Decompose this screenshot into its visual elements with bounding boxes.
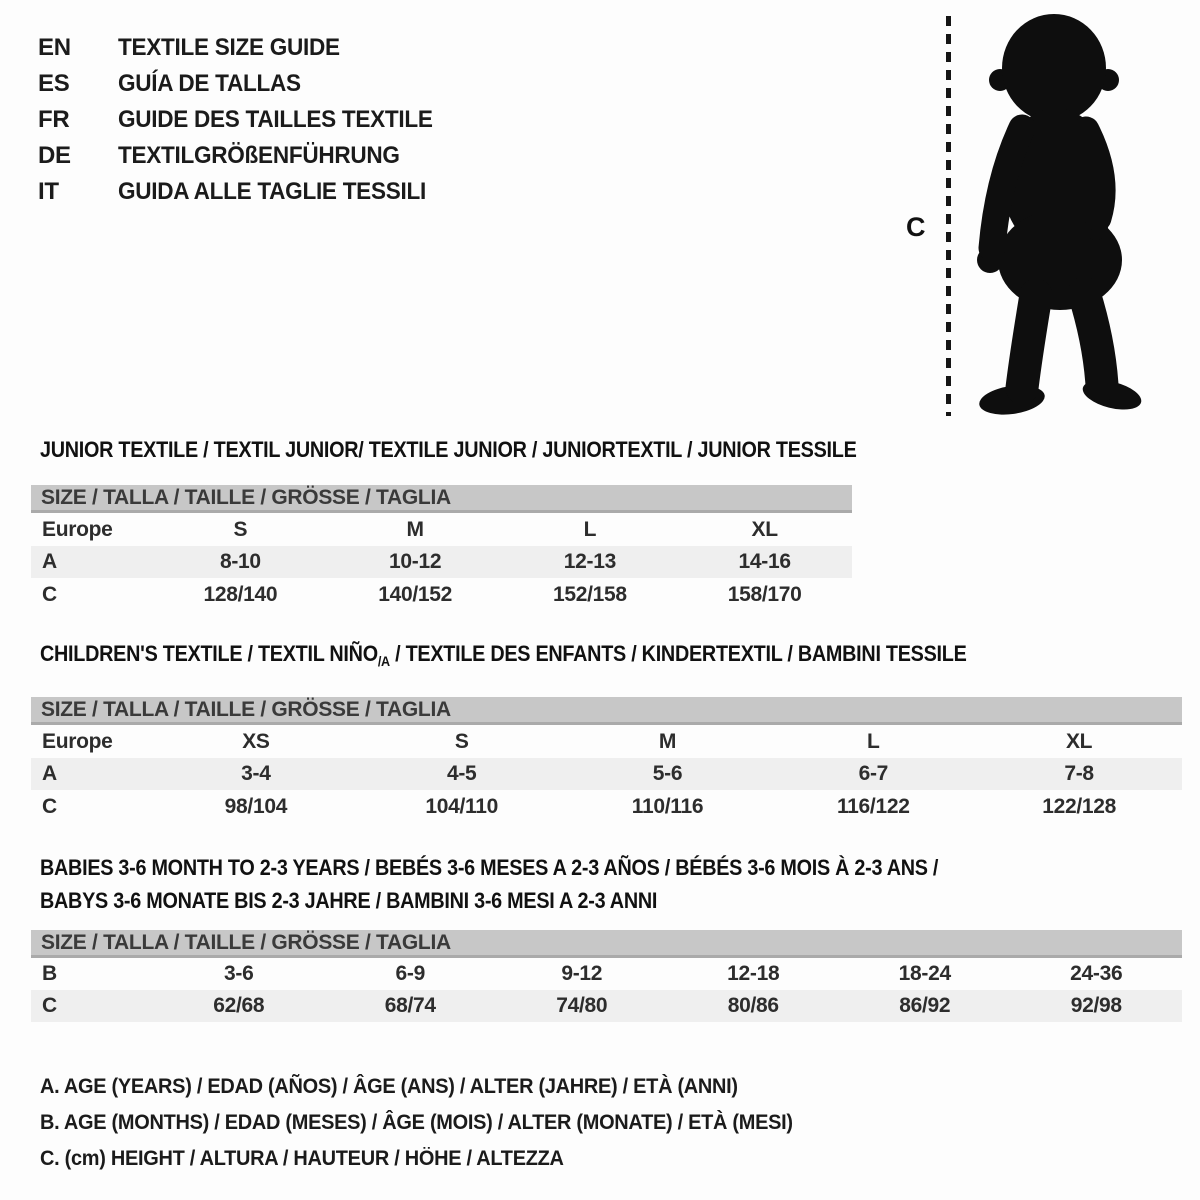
children-europe-row — [31, 725, 1182, 758]
junior-age-row — [31, 546, 852, 578]
children-heading-start: CHILDREN'S TEXTILE / TEXTIL NIÑO — [40, 641, 378, 666]
language-code: EN — [38, 34, 71, 61]
size-cell: M — [406, 517, 424, 541]
value-cell: 86/92 — [899, 994, 951, 1017]
size-cell: XS — [242, 729, 270, 753]
size-cell: S — [233, 517, 248, 541]
row-label: B — [42, 962, 57, 985]
size-cell: L — [867, 729, 880, 753]
language-title: GUÍA DE TALLAS — [118, 70, 301, 97]
size-cell: L — [583, 517, 597, 541]
value-cell: 24-36 — [1070, 962, 1123, 985]
value-cell: 62/68 — [213, 994, 265, 1017]
language-code: DE — [38, 142, 71, 169]
height-dashed-line — [946, 16, 951, 416]
children-heading-suffix: /A — [377, 653, 390, 669]
language-title: GUIDE DES TAILLES TEXTILE — [118, 106, 433, 133]
children-size-header-bar: SIZE / TALLA / TAILLE / GRÖSSE / TAGLIA — [31, 697, 1182, 725]
language-code: ES — [38, 70, 70, 97]
size-cell: XL — [1065, 729, 1093, 753]
value-cell: 104/110 — [425, 794, 499, 818]
junior-section-heading: JUNIOR TEXTILE / TEXTIL JUNIOR/ TEXTILE JUNIOR / JUNIORTEXTIL / JUNIOR TESSILE — [40, 437, 857, 462]
language-row-en — [38, 30, 453, 66]
note-age-years: A. AGE (YEARS) / EDAD (AÑOS) / ÂGE (ANS) / ALTER (JAHRE) / ETÀ (ANNI) — [40, 1075, 738, 1098]
row-label: C — [42, 794, 57, 818]
row-label: A — [42, 762, 57, 785]
row-label: Europe — [42, 517, 113, 541]
row-label: A — [42, 550, 57, 573]
children-height-row — [31, 790, 1182, 823]
junior-size-header-bar: SIZE / TALLA / TAILLE / GRÖSSE / TAGLIA — [31, 485, 852, 513]
value-cell: 14-16 — [738, 550, 791, 573]
babies-heading-line2: BABYS 3-6 MONATE BIS 2-3 JAHRE / BAMBINI 3-6 MESI A 2-3 ANNI — [40, 888, 658, 913]
children-size-table — [31, 697, 1182, 823]
value-cell: 152/158 — [552, 582, 627, 606]
babies-height-row — [31, 990, 1182, 1022]
value-cell: 140/152 — [378, 582, 453, 606]
value-cell: 12-18 — [727, 962, 780, 985]
junior-height-row — [31, 578, 852, 611]
children-section-heading — [40, 641, 967, 674]
children-age-row — [31, 758, 1182, 790]
height-measure-label: C — [906, 212, 926, 242]
language-row-fr — [38, 102, 453, 138]
value-cell: 98/104 — [224, 794, 288, 818]
language-row-de — [38, 138, 453, 174]
value-cell: 116/122 — [836, 794, 910, 818]
legend-notes — [40, 1069, 832, 1177]
row-label: Europe — [42, 729, 113, 753]
language-row-it — [38, 174, 453, 210]
value-cell: 110/116 — [631, 794, 704, 818]
value-cell: 128/140 — [203, 582, 278, 606]
babies-size-header-bar: SIZE / TALLA / TAILLE / GRÖSSE / TAGLIA — [31, 930, 1182, 958]
language-title-list — [38, 30, 453, 210]
language-title: TEXTILE SIZE GUIDE — [118, 34, 340, 61]
junior-size-table — [31, 485, 852, 611]
size-cell: M — [658, 729, 677, 753]
size-cell: XL — [751, 517, 778, 541]
value-cell: 68/74 — [384, 994, 436, 1017]
value-cell: 158/170 — [727, 582, 802, 606]
value-cell: 122/128 — [1042, 794, 1116, 818]
value-cell: 8-10 — [219, 550, 261, 573]
babies-months-row — [31, 958, 1182, 990]
babies-heading-line1: BABIES 3-6 MONTH TO 2-3 YEARS / BEBÉS 3-6 MESES A 2-3 AÑOS / BÉBÉS 3-6 MOIS À 2-3 ANS / — [40, 855, 939, 880]
value-cell: 10-12 — [389, 550, 442, 573]
value-cell: 92/98 — [1070, 994, 1122, 1017]
value-cell: 3-6 — [224, 962, 254, 985]
size-cell: S — [454, 729, 469, 753]
language-title: TEXTILGRÖßENFÜHRUNG — [118, 142, 400, 169]
value-cell: 3-4 — [241, 762, 271, 785]
language-row-es — [38, 66, 453, 102]
row-label: C — [42, 994, 57, 1017]
note-age-months: B. AGE (MONTHS) / EDAD (MESES) / ÂGE (MOIS) / ALTER (MONATE) / ETÀ (MESI) — [40, 1111, 793, 1134]
value-cell: 6-9 — [395, 962, 425, 985]
language-title: GUIDA ALLE TAGLIE TESSILI — [118, 178, 426, 205]
row-label: C — [42, 582, 57, 606]
children-heading-end: / TEXTILE DES ENFANTS / KINDERTEXTIL / BAMBINI TESSILE — [389, 641, 967, 666]
value-cell: 18-24 — [898, 962, 951, 985]
value-cell: 5-6 — [652, 762, 683, 785]
junior-europe-row — [31, 513, 852, 546]
baby-silhouette-icon — [958, 10, 1148, 423]
language-code: IT — [38, 178, 59, 205]
value-cell: 74/80 — [556, 994, 608, 1017]
value-cell: 6-7 — [858, 762, 889, 785]
value-cell: 4-5 — [446, 762, 477, 785]
value-cell: 12-13 — [563, 550, 616, 573]
value-cell: 9-12 — [561, 962, 603, 985]
note-height-cm: C. (cm) HEIGHT / ALTURA / HAUTEUR / HÖHE / ALTEZZA — [40, 1147, 564, 1170]
language-code: FR — [38, 106, 70, 133]
value-cell: 7-8 — [1064, 762, 1094, 785]
babies-section-heading — [40, 851, 938, 917]
value-cell: 80/86 — [727, 994, 779, 1017]
babies-size-table — [31, 930, 1182, 1022]
